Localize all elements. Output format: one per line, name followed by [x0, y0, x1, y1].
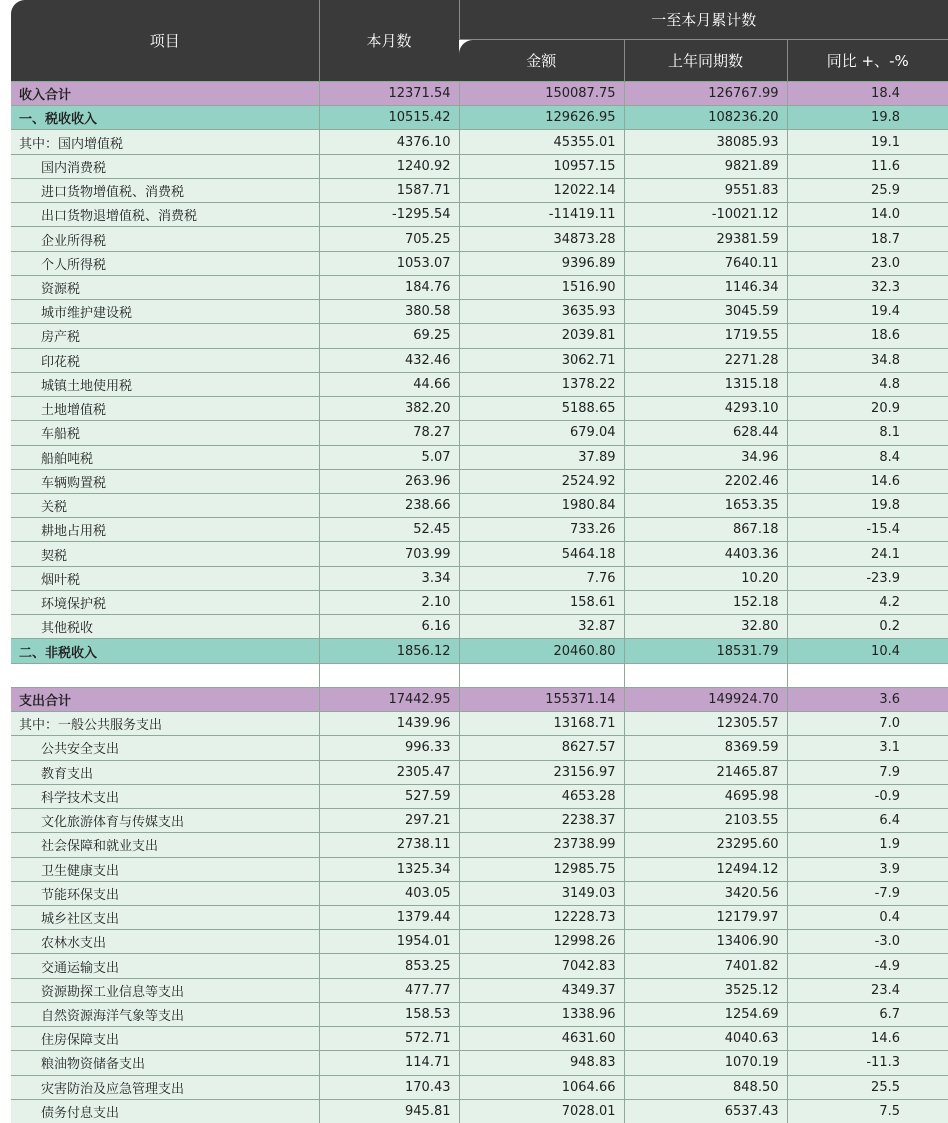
amount-value: 13168.71 [459, 712, 624, 736]
amount-value: 23156.97 [459, 760, 624, 784]
month-value: 238.66 [319, 493, 459, 517]
month-value: 403.05 [319, 881, 459, 905]
month-value: 1587.71 [319, 178, 459, 202]
month-value: 69.25 [319, 324, 459, 348]
amount-value: 9396.89 [459, 251, 624, 275]
month-value: 380.58 [319, 300, 459, 324]
table-row [11, 154, 948, 178]
month-value: 527.59 [319, 784, 459, 808]
row-label: 耕地占用税 [11, 518, 319, 542]
last-year-value: 12305.57 [624, 712, 787, 736]
amount-value: 7028.01 [459, 1099, 624, 1123]
table-row [11, 445, 948, 469]
month-value: 1379.44 [319, 905, 459, 929]
last-year-value: 1146.34 [624, 275, 787, 299]
amount-value: 32.87 [459, 615, 624, 639]
amount-value: 2524.92 [459, 469, 624, 493]
row-label: 其中：一般公共服务支出 [11, 712, 319, 736]
month-value: 1325.34 [319, 857, 459, 881]
month-value: 297.21 [319, 809, 459, 833]
table-row [11, 275, 948, 299]
yoy-value: 6.7 [787, 1002, 948, 1026]
amount-value: 45355.01 [459, 130, 624, 154]
month-value: 382.20 [319, 397, 459, 421]
month-value: 3.34 [319, 566, 459, 590]
month-value: 2.10 [319, 590, 459, 614]
month-value: 184.76 [319, 275, 459, 299]
last-year-value: 4293.10 [624, 397, 787, 421]
month-value: 170.43 [319, 1075, 459, 1099]
month-value: 1856.12 [319, 639, 459, 663]
table-row [11, 1099, 948, 1123]
amount-value: 2238.37 [459, 809, 624, 833]
table-row [11, 809, 948, 833]
last-year-value: 1070.19 [624, 1051, 787, 1075]
month-value: 4376.10 [319, 130, 459, 154]
yoy-value: 7.9 [787, 760, 948, 784]
amount-value: 3635.93 [459, 300, 624, 324]
yoy-value: 8.4 [787, 445, 948, 469]
amount-value: 20460.80 [459, 639, 624, 663]
table-row [11, 178, 948, 202]
month-value: 2305.47 [319, 760, 459, 784]
table-row [11, 639, 948, 663]
table-row [11, 615, 948, 639]
yoy-value: 1.9 [787, 833, 948, 857]
amount-value: 12998.26 [459, 930, 624, 954]
amount-value: 12228.73 [459, 905, 624, 929]
row-label: 其他税收 [11, 615, 319, 639]
last-year-value: 1719.55 [624, 324, 787, 348]
yoy-value: -23.9 [787, 566, 948, 590]
yoy-value: 18.6 [787, 324, 948, 348]
header-cumulative: 一至本月累计数 [459, 0, 948, 40]
amount-value: 1064.66 [459, 1075, 624, 1099]
month-value: 158.53 [319, 1002, 459, 1026]
amount-value: 3149.03 [459, 881, 624, 905]
yoy-value: 19.4 [787, 300, 948, 324]
yoy-value: 6.4 [787, 809, 948, 833]
table-row [11, 954, 948, 978]
yoy-value: 19.8 [787, 493, 948, 517]
amount-value: 3062.71 [459, 348, 624, 372]
yoy-value: 7.0 [787, 712, 948, 736]
yoy-value: 23.4 [787, 978, 948, 1002]
last-year-value: -10021.12 [624, 203, 787, 227]
month-value: 2738.11 [319, 833, 459, 857]
last-year-value: 6537.43 [624, 1099, 787, 1123]
table-row [11, 421, 948, 445]
table-row [11, 106, 948, 130]
month-value: 1954.01 [319, 930, 459, 954]
yoy-value: -15.4 [787, 518, 948, 542]
row-label: 车辆购置税 [11, 469, 319, 493]
table-row [11, 251, 948, 275]
row-label: 其中：国内增值税 [11, 130, 319, 154]
row-label: 收入合计 [11, 82, 319, 106]
amount-value: 5464.18 [459, 542, 624, 566]
row-label: 文化旅游体育与传媒支出 [11, 809, 319, 833]
last-year-value: 1315.18 [624, 372, 787, 396]
table-row [11, 397, 948, 421]
yoy-value: 23.0 [787, 251, 948, 275]
month-value: 432.46 [319, 348, 459, 372]
table-row [11, 590, 948, 614]
table-row [11, 833, 948, 857]
row-label: 卫生健康支出 [11, 857, 319, 881]
amount-value: 1516.90 [459, 275, 624, 299]
yoy-value: 14.0 [787, 203, 948, 227]
month-value: 1053.07 [319, 251, 459, 275]
amount-value: -11419.11 [459, 203, 624, 227]
table-body [11, 82, 948, 1123]
month-value: 1439.96 [319, 712, 459, 736]
row-label: 粮油物资储备支出 [11, 1051, 319, 1075]
header-last-year: 上年同期数 [624, 40, 787, 82]
amount-value: 948.83 [459, 1051, 624, 1075]
row-label: 土地增值税 [11, 397, 319, 421]
table-row [11, 1002, 948, 1026]
month-value: 996.33 [319, 736, 459, 760]
row-label: 烟叶税 [11, 566, 319, 590]
last-year-value: 23295.60 [624, 833, 787, 857]
row-label: 车船税 [11, 421, 319, 445]
table-row [11, 736, 948, 760]
month-value: 10515.42 [319, 106, 459, 130]
table-row [11, 469, 948, 493]
row-label: 一、税收收入 [11, 106, 319, 130]
month-value: 703.99 [319, 542, 459, 566]
table-row [11, 82, 948, 106]
amount-value: 129626.95 [459, 106, 624, 130]
table-row [11, 493, 948, 517]
amount-value: 4631.60 [459, 1027, 624, 1051]
yoy-value: -4.9 [787, 954, 948, 978]
last-year-value: 9551.83 [624, 178, 787, 202]
row-label [11, 663, 319, 687]
row-label: 教育支出 [11, 760, 319, 784]
table-row [11, 784, 948, 808]
yoy-value: -3.0 [787, 930, 948, 954]
table-row [11, 1075, 948, 1099]
last-year-value [624, 663, 787, 687]
yoy-value: -7.9 [787, 881, 948, 905]
month-value: 263.96 [319, 469, 459, 493]
yoy-value: 11.6 [787, 154, 948, 178]
amount-value [459, 663, 624, 687]
last-year-value: 12494.12 [624, 857, 787, 881]
month-value: 6.16 [319, 615, 459, 639]
row-label: 二、非税收入 [11, 639, 319, 663]
table-row [11, 227, 948, 251]
row-label: 城市维护建设税 [11, 300, 319, 324]
last-year-value: 1653.35 [624, 493, 787, 517]
last-year-value: 12179.97 [624, 905, 787, 929]
row-label: 印花税 [11, 348, 319, 372]
table-row [11, 1051, 948, 1075]
row-label: 资源税 [11, 275, 319, 299]
table-row [11, 663, 948, 687]
amount-value: 37.89 [459, 445, 624, 469]
yoy-value: 4.2 [787, 590, 948, 614]
yoy-value: 10.4 [787, 639, 948, 663]
month-value: 44.66 [319, 372, 459, 396]
row-label: 公共安全支出 [11, 736, 319, 760]
last-year-value: 848.50 [624, 1075, 787, 1099]
table-header [11, 0, 948, 82]
header-month: 本月数 [319, 0, 459, 82]
yoy-value: 25.5 [787, 1075, 948, 1099]
month-value: 78.27 [319, 421, 459, 445]
amount-value: 5188.65 [459, 397, 624, 421]
month-value: 114.71 [319, 1051, 459, 1075]
last-year-value: 29381.59 [624, 227, 787, 251]
yoy-value: 4.8 [787, 372, 948, 396]
yoy-value: 0.2 [787, 615, 948, 639]
yoy-value: 7.5 [787, 1099, 948, 1123]
last-year-value: 3420.56 [624, 881, 787, 905]
table-row [11, 324, 948, 348]
header-item: 项目 [11, 0, 319, 82]
amount-value: 34873.28 [459, 227, 624, 251]
amount-value: 12022.14 [459, 178, 624, 202]
last-year-value: 8369.59 [624, 736, 787, 760]
table-row [11, 978, 948, 1002]
table-row [11, 687, 948, 711]
yoy-value: 14.6 [787, 469, 948, 493]
last-year-value: 126767.99 [624, 82, 787, 106]
month-value [319, 663, 459, 687]
yoy-value: 34.8 [787, 348, 948, 372]
row-label: 船舶吨税 [11, 445, 319, 469]
row-label: 支出合计 [11, 687, 319, 711]
last-year-value: 10.20 [624, 566, 787, 590]
table-row [11, 348, 948, 372]
yoy-value: 18.4 [787, 82, 948, 106]
last-year-value: 2271.28 [624, 348, 787, 372]
table-row [11, 300, 948, 324]
row-label: 个人所得税 [11, 251, 319, 275]
amount-value: 12985.75 [459, 857, 624, 881]
row-label: 环境保护税 [11, 590, 319, 614]
last-year-value: 7640.11 [624, 251, 787, 275]
table-row [11, 566, 948, 590]
last-year-value: 108236.20 [624, 106, 787, 130]
yoy-value: 24.1 [787, 542, 948, 566]
row-label: 契税 [11, 542, 319, 566]
table-row [11, 518, 948, 542]
last-year-value: 867.18 [624, 518, 787, 542]
row-label: 农林水支出 [11, 930, 319, 954]
amount-value: 10957.15 [459, 154, 624, 178]
last-year-value: 2103.55 [624, 809, 787, 833]
amount-value: 679.04 [459, 421, 624, 445]
yoy-value: 0.4 [787, 905, 948, 929]
amount-value: 1338.96 [459, 1002, 624, 1026]
month-value: 572.71 [319, 1027, 459, 1051]
table-row [11, 905, 948, 929]
last-year-value: 7401.82 [624, 954, 787, 978]
yoy-value: 14.6 [787, 1027, 948, 1051]
row-label: 进口货物增值税、消费税 [11, 178, 319, 202]
table-row [11, 857, 948, 881]
table-row [11, 712, 948, 736]
amount-value: 1378.22 [459, 372, 624, 396]
row-label: 社会保障和就业支出 [11, 833, 319, 857]
amount-value: 7042.83 [459, 954, 624, 978]
amount-value: 1980.84 [459, 493, 624, 517]
amount-value: 2039.81 [459, 324, 624, 348]
row-label: 节能环保支出 [11, 881, 319, 905]
last-year-value: 9821.89 [624, 154, 787, 178]
yoy-value: 32.3 [787, 275, 948, 299]
yoy-value: -11.3 [787, 1051, 948, 1075]
last-year-value: 152.18 [624, 590, 787, 614]
last-year-value: 3045.59 [624, 300, 787, 324]
yoy-value: 3.1 [787, 736, 948, 760]
table-row [11, 881, 948, 905]
month-value: 1240.92 [319, 154, 459, 178]
yoy-value [787, 663, 948, 687]
last-year-value: 18531.79 [624, 639, 787, 663]
table-row [11, 372, 948, 396]
row-label: 资源勘探工业信息等支出 [11, 978, 319, 1002]
row-label: 企业所得税 [11, 227, 319, 251]
month-value: -1295.54 [319, 203, 459, 227]
amount-value: 4349.37 [459, 978, 624, 1002]
last-year-value: 4040.63 [624, 1027, 787, 1051]
month-value: 705.25 [319, 227, 459, 251]
row-label: 出口货物退增值税、消费税 [11, 203, 319, 227]
last-year-value: 2202.46 [624, 469, 787, 493]
last-year-value: 628.44 [624, 421, 787, 445]
last-year-value: 38085.93 [624, 130, 787, 154]
month-value: 5.07 [319, 445, 459, 469]
amount-value: 8627.57 [459, 736, 624, 760]
amount-value: 733.26 [459, 518, 624, 542]
table-row [11, 930, 948, 954]
header-yoy: 同比 +、-% [787, 40, 948, 82]
row-label: 房产税 [11, 324, 319, 348]
row-label: 科学技术支出 [11, 784, 319, 808]
amount-value: 4653.28 [459, 784, 624, 808]
fiscal-table [11, 0, 948, 1123]
yoy-value: 3.9 [787, 857, 948, 881]
table-row [11, 542, 948, 566]
yoy-value: 19.8 [787, 106, 948, 130]
row-label: 关税 [11, 493, 319, 517]
row-label: 城镇土地使用税 [11, 372, 319, 396]
row-label: 灾害防治及应急管理支出 [11, 1075, 319, 1099]
month-value: 17442.95 [319, 687, 459, 711]
month-value: 52.45 [319, 518, 459, 542]
yoy-value: 3.6 [787, 687, 948, 711]
last-year-value: 4695.98 [624, 784, 787, 808]
yoy-value: 19.1 [787, 130, 948, 154]
table-row [11, 130, 948, 154]
yoy-value: 8.1 [787, 421, 948, 445]
row-label: 交通运输支出 [11, 954, 319, 978]
last-year-value: 1254.69 [624, 1002, 787, 1026]
last-year-value: 3525.12 [624, 978, 787, 1002]
table-row [11, 203, 948, 227]
amount-value: 155371.14 [459, 687, 624, 711]
amount-value: 158.61 [459, 590, 624, 614]
month-value: 12371.54 [319, 82, 459, 106]
last-year-value: 4403.36 [624, 542, 787, 566]
month-value: 945.81 [319, 1099, 459, 1123]
row-label: 住房保障支出 [11, 1027, 319, 1051]
yoy-value: -0.9 [787, 784, 948, 808]
amount-value: 150087.75 [459, 82, 624, 106]
row-label: 债务付息支出 [11, 1099, 319, 1123]
table-row [11, 760, 948, 784]
table-row [11, 1027, 948, 1051]
amount-value: 23738.99 [459, 833, 624, 857]
last-year-value: 13406.90 [624, 930, 787, 954]
amount-value: 7.76 [459, 566, 624, 590]
row-label: 城乡社区支出 [11, 905, 319, 929]
month-value: 477.77 [319, 978, 459, 1002]
yoy-value: 18.7 [787, 227, 948, 251]
row-label: 自然资源海洋气象等支出 [11, 1002, 319, 1026]
last-year-value: 32.80 [624, 615, 787, 639]
yoy-value: 20.9 [787, 397, 948, 421]
month-value: 853.25 [319, 954, 459, 978]
yoy-value: 25.9 [787, 178, 948, 202]
last-year-value: 34.96 [624, 445, 787, 469]
fiscal-table-container [11, 0, 948, 1123]
row-label: 国内消费税 [11, 154, 319, 178]
header-amount: 金额 [459, 40, 624, 82]
last-year-value: 149924.70 [624, 687, 787, 711]
last-year-value: 21465.87 [624, 760, 787, 784]
